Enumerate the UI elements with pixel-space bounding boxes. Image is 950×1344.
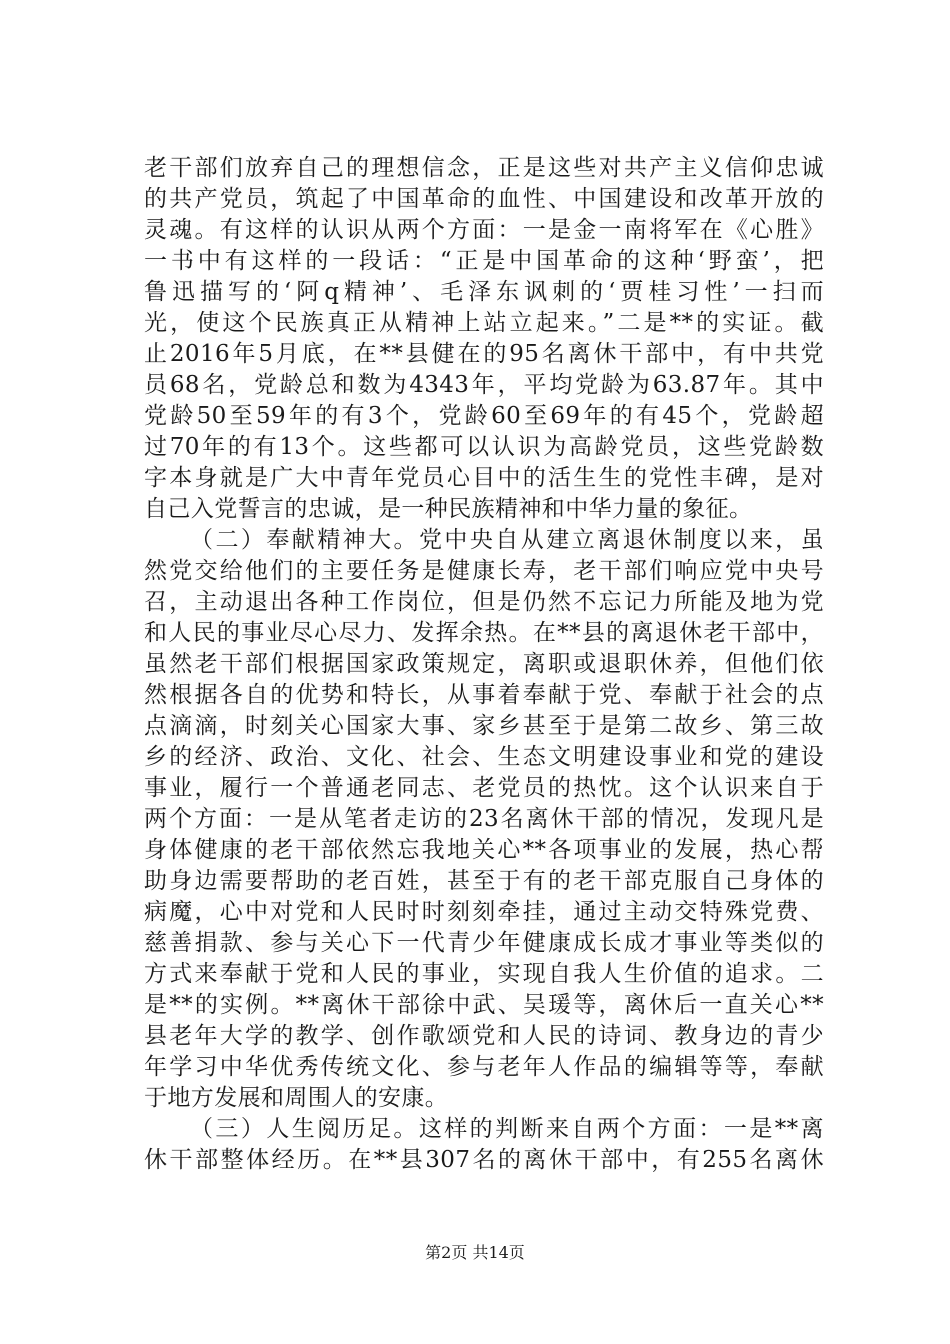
text-line: 休干部整体经历。在**县307名的离休干部中，有255名离休 <box>144 1147 824 1173</box>
text-line: 和人民的事业尽心尽力、发挥余热。在**县的离退休老干部中， <box>144 620 824 646</box>
text-line: 召，主动退出各种工作岗位，但是仍然不忘记力所能及地为党 <box>144 589 824 615</box>
body-text <box>144 153 824 1176</box>
text-line: 是**的实例。**离休干部徐中武、吴瑗等，离休后一直关心** <box>144 992 824 1018</box>
text-line: 于地方发展和周围人的安康。 <box>144 1085 449 1111</box>
text-line: 方式来奉献于党和人民的事业，实现自我人生价值的追求。二 <box>144 961 824 987</box>
text-line: 员68名，党龄总和数为4343年，平均党龄为63.87年。其中 <box>144 372 824 398</box>
text-line: 慈善捐款、参与关心下一代青少年健康成长成才事业等类似的 <box>144 930 824 956</box>
text-line: 然党交给他们的主要任务是健康长寿，老干部们响应党中央号 <box>144 558 824 584</box>
page-number-footer: 第2页 共14页 <box>425 1243 525 1262</box>
text-line: 字本身就是广大中青年党员心目中的活生生的党性丰碑，是对 <box>144 465 824 491</box>
text-line: 事业，履行一个普通老同志、老党员的热忱。这个认识来自于 <box>144 775 824 801</box>
text-line: 身体健康的老干部依然忘我地关心**各项事业的发展，热心帮 <box>144 837 824 863</box>
text-line: 光，使这个民族真正从精神上站立起来。”二是**的实证。截 <box>144 310 824 336</box>
text-line: 的共产党员，筑起了中国革命的血性、中国建设和改革开放的 <box>144 186 824 212</box>
text-line: 两个方面：一是从笔者走访的23名离休干部的情况，发现凡是 <box>144 806 824 832</box>
section-heading-line: （三）人生阅历足。这样的判断来自两个方面：一是**离 <box>190 1116 824 1142</box>
text-line: 过70年的有13个。这些都可以认识为高龄党员，这些党龄数 <box>144 434 824 460</box>
text-line: 灵魂。有这样的认识从两个方面：一是金一南将军在《心胜》 <box>144 217 824 243</box>
text-line: 助身边需要帮助的老百姓，甚至于有的老干部克服自己身体的 <box>144 868 824 894</box>
section-heading-line: （二）奉献精神大。党中央自从建立离退休制度以来，虽 <box>190 527 824 553</box>
text-line: 病魔，心中对党和人民时时刻刻牵挂，通过主动交特殊党费、 <box>144 899 824 925</box>
text-line: 乡的经济、政治、文化、社会、生态文明建设事业和党的建设 <box>144 744 824 770</box>
text-line: 鲁迅描写的‘阿q精神’、毛泽东讽刺的‘贾桂习性’一扫而 <box>144 279 824 305</box>
text-line: 点滴滴，时刻关心国家大事、家乡甚至于是第二故乡、第三故 <box>144 713 824 739</box>
text-line: 虽然老干部们根据国家政策规定，离职或退职休养，但他们依 <box>144 651 824 677</box>
text-line: 然根据各自的优势和特长，从事着奉献于党、奉献于社会的点 <box>144 682 824 708</box>
text-line: 一书中有这样的一段话：“正是中国革命的这种‘野蛮’，把 <box>144 248 824 274</box>
text-line: 党龄50至59年的有3个，党龄60至69年的有45个，党龄超 <box>144 403 824 429</box>
text-line: 年学习中华优秀传统文化、参与老年人作品的编辑等等，奉献 <box>144 1054 824 1080</box>
text-line: 自己入党誓言的忠诚，是一种民族精神和中华力量的象征。 <box>144 496 753 522</box>
text-line: 老干部们放弃自己的理想信念，正是这些对共产主义信仰忠诚 <box>144 155 824 181</box>
text-line: 止2016年5月底，在**县健在的95名离休干部中，有中共党 <box>144 341 824 367</box>
text-line: 县老年大学的教学、创作歌颂党和人民的诗词、教身边的青少 <box>144 1023 824 1049</box>
